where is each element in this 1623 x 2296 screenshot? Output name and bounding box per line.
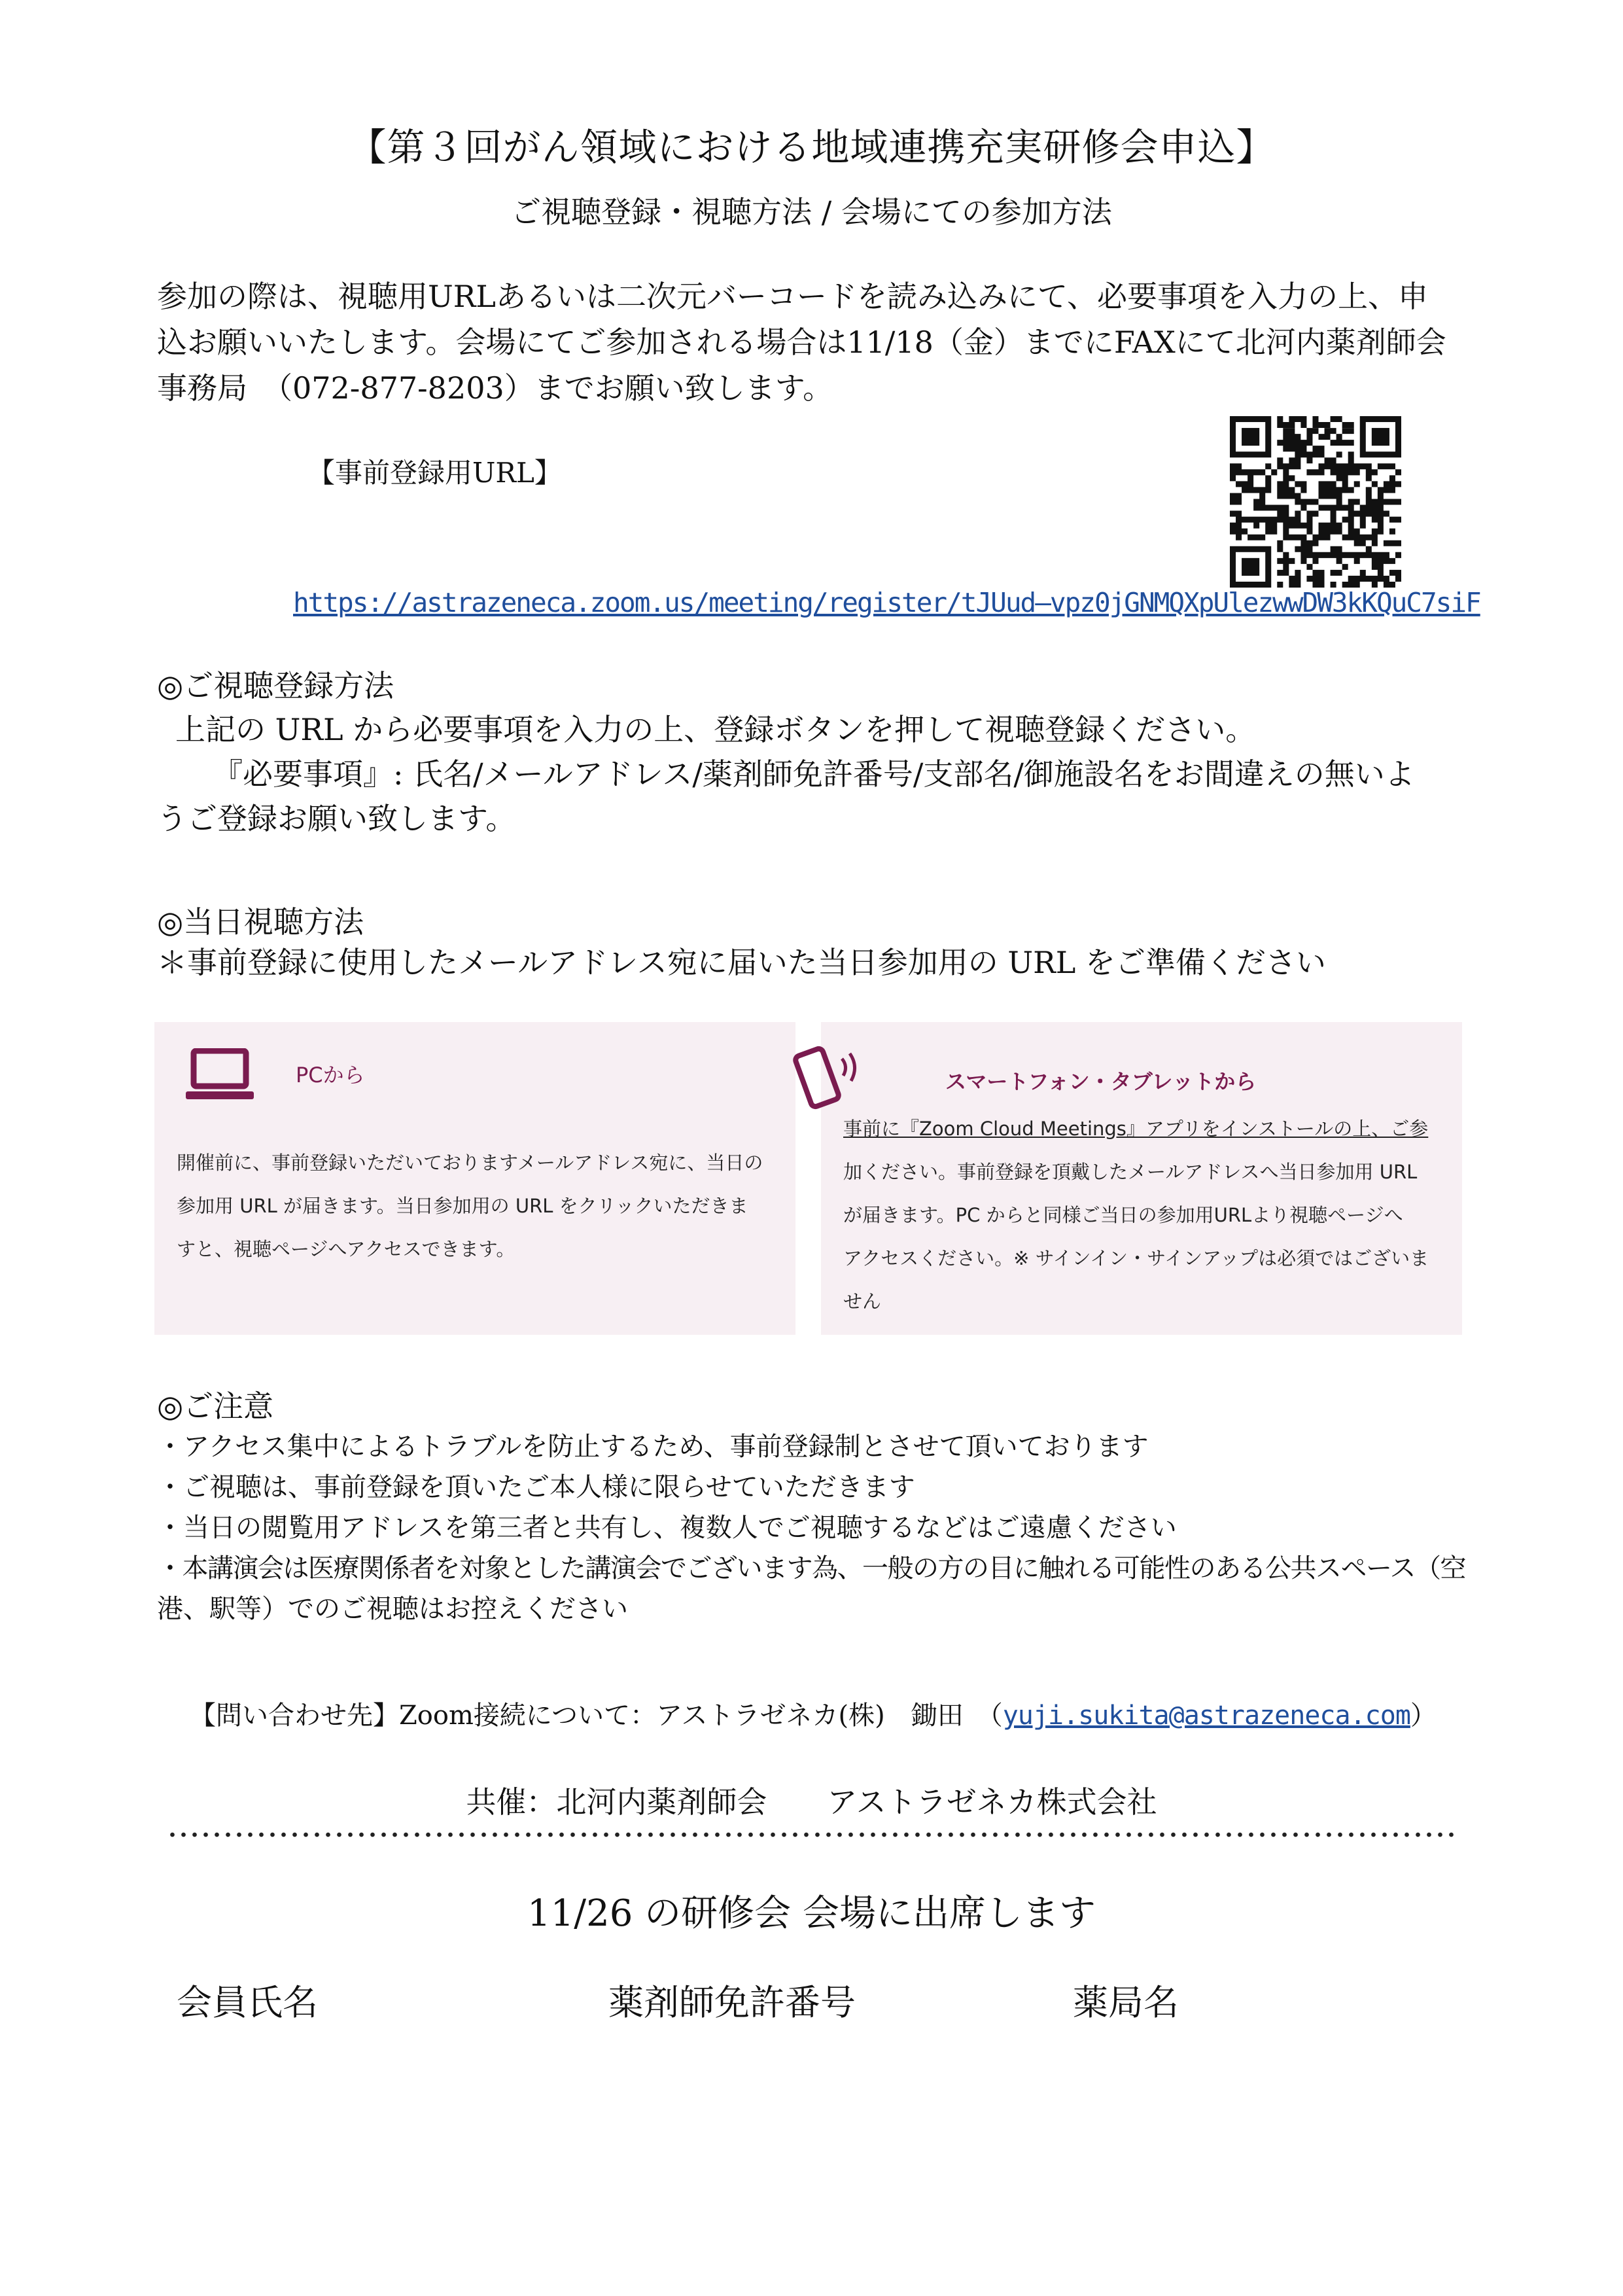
qr-code-icon[interactable] (1230, 416, 1401, 588)
attendance-title: 11/26 の研修会 会場に出席します (527, 1892, 1096, 1935)
dotted-divider (167, 1831, 1459, 1839)
notice-list (157, 1426, 1537, 1629)
pc-box-title: PCから (296, 1063, 365, 1087)
field-pharmacy-name: 薬局名 (1073, 1982, 1179, 2023)
laptop-icon (184, 1048, 255, 1106)
contact-email-link[interactable]: yuji.sukita@astrazeneca.com (1002, 1701, 1410, 1731)
pc-box-line-3: すと、視聴ページへアクセスできます。 (177, 1238, 515, 1260)
smartphone-box-line-3: が届きます。PC からと同様ご当日の参加用URLより視聴ページへ (843, 1204, 1403, 1226)
intro-line-2: 込お願いいたします。会場にてご参加される場合は11/18（金）までにFAXにて北河内薬剤師会 (157, 325, 1446, 360)
contact-suffix: ） (1410, 1701, 1437, 1731)
smartphone-access-box (821, 1022, 1462, 1335)
smartphone-icon (788, 1042, 873, 1116)
section-notice-heading: ◎ご注意 (157, 1388, 274, 1424)
smartphone-box-line-4: アクセスください。※ サインイン・サインアップは必須ではございま (843, 1247, 1429, 1269)
registration-link[interactable]: https://astrazeneca.zoom.us/meeting/register/tJUud—vpz0jGNMQXpUlezwwDW3kKQuC7siF (293, 587, 1480, 618)
pc-access-box (154, 1022, 795, 1335)
intro-paragraph (157, 274, 1472, 411)
contact-line (190, 1695, 1437, 1732)
cohost-line: 共催：北河内薬剤師会 アストラゼネカ株式会社 (466, 1784, 1157, 1820)
registration-label: 【事前登録用URL】 (307, 457, 562, 489)
section-viewing-heading: ◎当日視聴方法 (157, 904, 364, 940)
notice-item: ・ご視聴は、事前登録を頂いたご本人様に限らせていただきます (157, 1472, 915, 1502)
field-license-number: 薬剤師免許番号 (608, 1982, 856, 2023)
notice-item: ・本講演会は医療関係者を対象とした講演会でございます為、一般の方の目に触れる可能性のある公共スペース（空 (157, 1553, 1465, 1583)
notice-item: ・アクセス集中によるトラブルを防止するため、事前登録制とさせて頂いております (157, 1432, 1149, 1462)
smartphone-box-text (843, 1107, 1429, 1323)
smartphone-box-title: スマートフォン・タブレットから (945, 1069, 1257, 1094)
section-register-line-2: 『必要事項』: 氏名/メールアドレス/薬剤師免許番号/支部名/御施設名をお間違えの無いよ (213, 756, 1415, 792)
pc-box-line-2: 参加用 URL が届きます。当日参加用の URL をクリックいただきま (177, 1195, 748, 1217)
intro-line-1: 参加の際は、視聴用URLあるいは二次元バーコードを読み込みにて、必要事項を入力の上、申 (157, 279, 1429, 314)
field-member-name: 会員氏名 (177, 1982, 318, 2023)
intro-line-3: 事務局 （072-877-8203）までお願い致します。 (157, 370, 833, 406)
page-subtitle: ご視聴登録・視聴方法 / 会場にての参加方法 (511, 194, 1112, 230)
smartphone-box-line-1: 事前に『Zoom Cloud Meetings』アプリをインストールの上、ご参 (843, 1118, 1429, 1140)
smartphone-box-line-2: 加ください。事前登録を頂戴したメールアドレスへ当日参加用 URL (843, 1161, 1418, 1183)
section-register-line-1: 上記の URL から必要事項を入力の上、登録ボタンを押して視聴登録ください。 (175, 712, 1256, 747)
smartphone-box-line-5: せん (843, 1290, 882, 1313)
pc-box-text (177, 1141, 763, 1271)
notice-item: ・当日の閲覧用アドレスを第三者と共有し、複数人でご視聴するなどはご遠慮ください (157, 1513, 1177, 1543)
notice-item: 港、駅等）でのご視聴はお控えください (157, 1594, 628, 1624)
section-register-heading: ◎ご視聴登録方法 (157, 668, 394, 703)
section-viewing-note: ＊事前登録に使用したメールアドレス宛に届いた当日参加用の URL をご準備ください (157, 945, 1326, 980)
section-register-line-3: うご登録お願い致します。 (157, 801, 516, 836)
contact-prefix: 【問い合わせ先】Zoom接続について：アストラゼネカ(株) 鋤田 （ (190, 1701, 1003, 1731)
page-title: 【第３回がん領域における地域連携充実研修会申込】 (348, 125, 1275, 169)
pc-box-line-1: 開催前に、事前登録いただいておりますメールアドレス宛に、当日の (177, 1152, 763, 1174)
